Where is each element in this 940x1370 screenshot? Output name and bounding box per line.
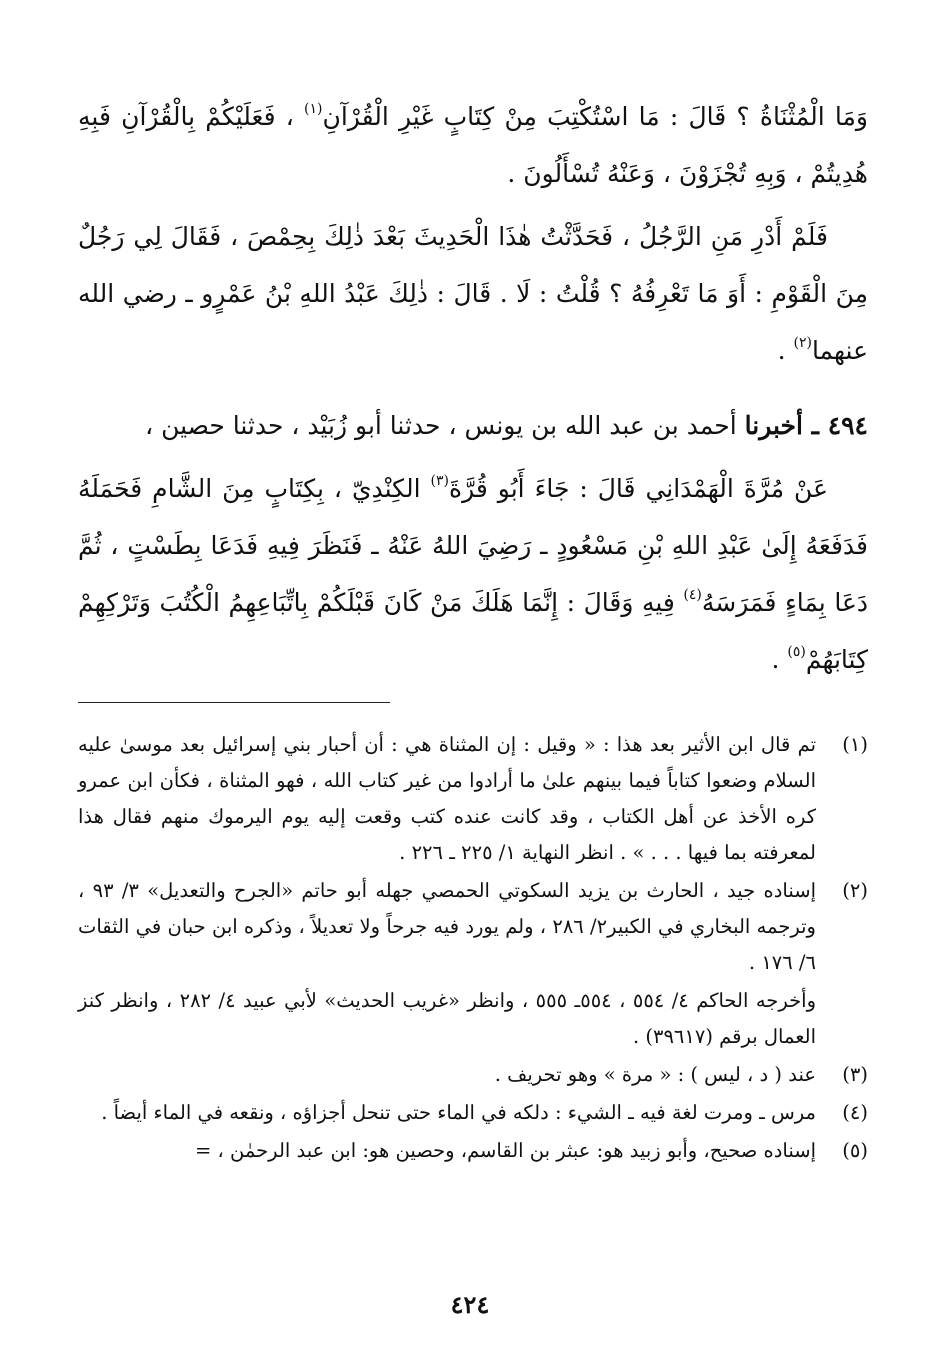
footnotes <box>78 727 868 1169</box>
footnote-body <box>78 727 816 871</box>
text-run: فِيهِ وَقَالَ : إِنَّمَا هَلَكَ مَنْ كَانَ قَبْلَكُمْ بِاتِّبَاعِهِمُ الْكُتُبَ وَتَرْكِهِمْ كِتَابَهُمْ <box>78 588 868 674</box>
footnote-ref: (٢) <box>793 335 812 351</box>
footnote-ref: (٤) <box>683 587 702 603</box>
footnote-number: (٥) <box>842 1139 868 1162</box>
paragraph <box>78 88 868 202</box>
text-run: وَمَا الْمُثْنَاةُ ؟ قَالَ : مَا اسْتُكْتِبَ مِنْ كِتَابٍ غَيْرِ الْقُرْآنِ <box>322 102 868 131</box>
footnote-body <box>78 1133 816 1169</box>
text-run: . <box>777 336 794 365</box>
hadith-number: ٤٩٤ <box>827 411 868 440</box>
footnote-ref: (١) <box>304 101 323 117</box>
hadith-heading <box>78 397 868 454</box>
hadith-isnad: أحمد بن عبد الله بن يونس ، حدثنا أبو زُبَيْد ، حدثنا حصين ، <box>145 411 737 440</box>
footnote <box>78 873 868 1055</box>
text-run: الكِنْدِيّ ، بِكِتَابٍ مِنَ الشَّامِ فَحَمَلَهُ فَدَفَعَهُ إِلَىٰ عَبْدِ اللهِ بْنِ مَسْعُودٍ ـ رَضِيَ اللهُ عَنْهُ ـ فَنَظَرَ فِيهِ فَدَعَا بِطَسْتٍ ، ثُمَّ دَعَا بِمَاءٍ فَمَرَسَهُ <box>78 474 868 617</box>
text-run: . <box>771 645 788 674</box>
paragraph <box>78 460 868 688</box>
page-number: ٤٢٤ <box>450 1290 490 1319</box>
footnote <box>78 727 868 871</box>
main-text <box>78 88 868 688</box>
footnote <box>78 1095 868 1131</box>
footnote-text: مرس ـ ومرت لغة فيه ـ الشيء : دلكه في الماء حتى تنحل أجزاؤه ، ونقعه في الماء أيضاً . <box>101 1101 816 1124</box>
footnote-divider <box>78 702 390 703</box>
footnote-body <box>78 873 816 1055</box>
footnote-number: (٢) <box>842 879 868 902</box>
text-run: عَنْ مُرَّةَ الْهَمْدَانِي قَالَ : جَاءَ أَبُو قُرَّةَ <box>448 474 828 503</box>
footnote <box>78 1133 868 1169</box>
footnote-text: إسناده صحيح، وأبو زبيد هو: عبثر بن القاسم، وحصين هو: ابن عبد الرحمٰن ، = <box>194 1139 816 1162</box>
text-run: فَلَمْ أَدْرِ مَنِ الرَّجُلُ ، فَحَدَّثْتُ هٰذَا الْحَدِيثَ بَعْدَ ذٰلِكَ بِحِمْصَ ، فَقَالَ لِي رَجُلٌ مِنَ الْقَوْمِ : أَوَ مَا تَعْرِفُهُ ؟ قُلْتُ : لَا . قَالَ : ذٰلِكَ عَبْدُ اللهِ بْنُ عَمْرٍو ـ رضي الله عنهما <box>78 222 868 365</box>
footnote-text: إسناده جيد ، الحارث بن يزيد السكوتي الحمصي جهله أبو حاتم «الجرح والتعديل» ٣/ ٩٣ ، وترجمه البخاري في الكبير٢/ ٢٨٦ ، ولم يورد فيه جرحاً ولا تعديلاً ، وذكره ابن حبان في الثقات ٦/ ١٧٦ . <box>78 879 816 974</box>
footnote-text: تم قال ابن الأثير بعد هذا : « وقيل : إن المثناة هي : أن أحبار بني إسرائيل بعد موسىٰ عليه السلام وضعوا كتاباً فيما بينهم علىٰ ما أرادوا من غير كتاب الله ، فهو المثناة ، فكأن ابن عمرو كره الأخذ عن أهل الكتاب ، وقد كانت عنده كتب وقعت إليه يوم اليرموك منهم فقال هذا لمعرفته بما فيها . . . » . انظر النهاية ١/ ٢٢٥ ـ ٢٢٦ . <box>78 733 816 864</box>
footnote-number: (١) <box>842 733 868 756</box>
dash: ـ <box>802 411 828 440</box>
footnote-ref: (٣) <box>430 473 449 489</box>
footnote-ref: (٥) <box>787 644 806 660</box>
footnote-text: وأخرجه الحاكم ٤/ ٥٥٤ ، ٥٥٤ـ ٥٥٥ ، وانظر «غريب الحديث» لأبي عبيد ٤/ ٢٨٢ ، وانظر كنز العمال برقم (٣٩٦١٧) . <box>78 989 816 1048</box>
text-run: ، فَعَلَيْكُمْ بِالْقُرْآنِ فَبِهِ هُدِيتُمْ ، وَبِهِ تُجْزَوْنَ ، وَعَنْهُ تُسْأَلُونَ . <box>78 102 868 188</box>
footnote-body <box>78 1057 816 1093</box>
footnote-number: (٤) <box>842 1101 868 1124</box>
footnote-body <box>78 1095 816 1131</box>
footnote <box>78 1057 868 1093</box>
book-page <box>78 88 868 1171</box>
hadith-lead: أخبرنا <box>744 411 803 440</box>
footnote-text: عند ( د ، ليس ) : « مرة » وهو تحريف . <box>494 1063 816 1086</box>
footnote-number: (٣) <box>842 1063 868 1086</box>
paragraph <box>78 208 868 379</box>
